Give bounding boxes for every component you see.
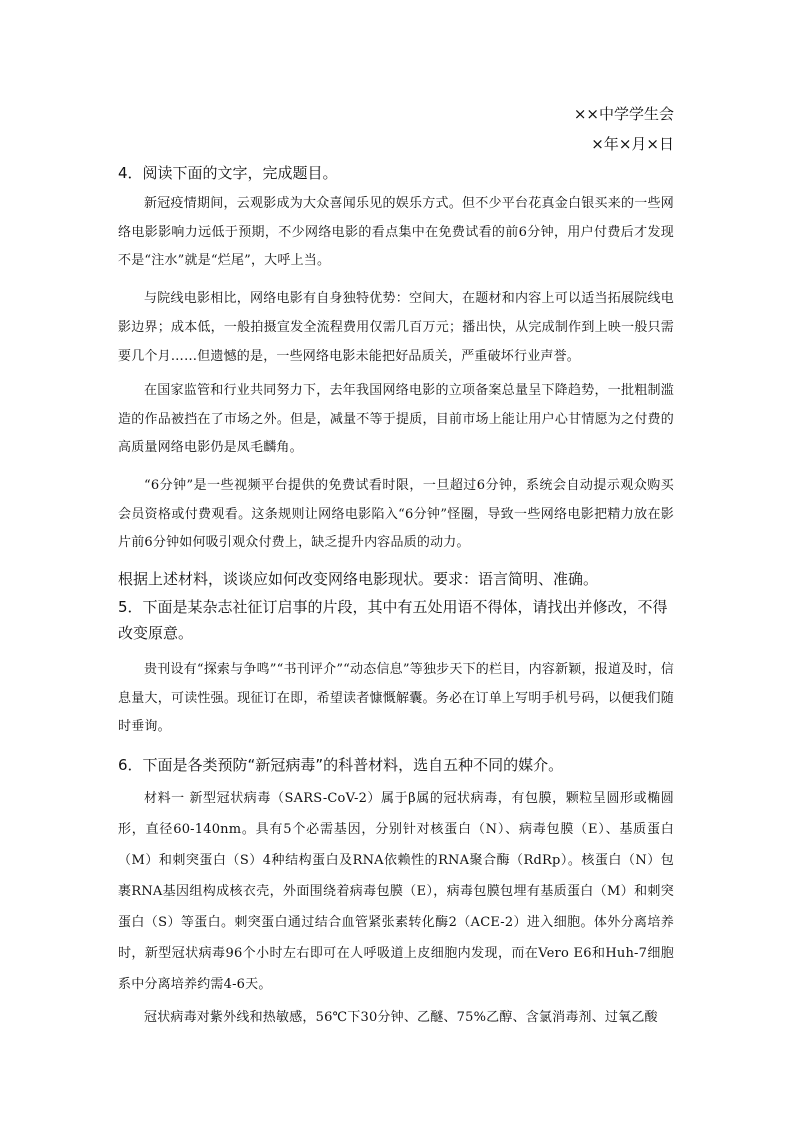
q5-paragraph: 贵刊设有“探索与争鸣”“书刊评介”“动态信息”等独步天下的栏目，内容新颖，报道及时，信息量大，可读性强。现征订在即，希望读者慷慨解囊。务必在订单上写明手机号码，以便我们随时垂询。 [118,662,674,734]
signature-date: ×年×月×日 [591,135,674,153]
q4-paragraph-4: “6分钟”是一些视频平台提供的免费试看时限，一旦超过6分钟，系统会自动提示观众购买会员资格或付费观看。这条规则让网络电影陷入“6分钟”怪圈，导致一些网络电影把精力放在影片前6分钟如何吸引观众付费上，缺乏提升内容品质的动力。 [118,478,674,550]
q4-paragraph-3: 在国家监管和行业共同努力下，去年我国网络电影的立项备案总量呈下降趋势，一批粗制滥造的作品被挡在了市场之外。但是，减量不等于提质，目前市场上能让用户心甘情愿为之付费的高质量网络电影仍是凤毛麟角。 [118,383,674,455]
q4-paragraph-2: 与院线电影相比，网络电影有自身独特优势：空间大，在题材和内容上可以适当拓展院线电影边界；成本低，一般拍摄宣发全流程费用仅需几百万元；播出快，从完成制作到上映一般只需要几个月……但遗憾的是，一些网络电影未能把好品质关，严重破坏行业声誉。 [118,291,674,364]
q4-paragraph-1: 新冠疫情期间，云观影成为大众喜闻乐见的娱乐方式。但不少平台花真金白银买来的一些网络电影影响力远低于预期，不少网络电影的看点集中在免费试看的前6分钟，用户付费后才发现不是“注水”就是“烂尾”，大呼上当。 [118,196,674,268]
q6-paragraph-2: 冠状病毒对紫外线和热敏感，56℃下30分钟、乙醚、75%乙醇、含氯消毒剂、过氧乙酸 [144,1010,658,1025]
question-5-title: 5．下面是某杂志社征订启事的片段，其中有五处用语不得体，请找出并修改，不得改变原意。 [118,598,668,642]
q6-material-1: 材料一 新型冠状病毒（SARS-CoV-2）属于β属的冠状病毒，有包膜，颗粒呈圆形或椭圆形，直径60-140nm。具有5个必需基因，分别针对核蛋白（N）、病毒包膜（E）、基质蛋白（M）和刺突蛋白（S）4种结构蛋白及RNA依赖性的RNA聚合酶（RdRp）。核蛋白（N）包裹RNA基因组构成核衣壳，外面围绕着病毒包膜（E），病毒包膜包埋有基质蛋白（M）和刺突蛋白（S）等蛋白。刺突蛋白通过结合血管紧张素转化酶2（ACE-2）进入细胞。体外分离培养时，新型冠状病毒96个小时左右即可在人呼吸道上皮细胞内发现，而在Vero E6和Huh-7细胞系中分离培养约需4-6天。 [118,791,674,992]
question-6-title: 6．下面是各类预防“新冠病毒”的科普材料，选自五种不同的媒介。 [118,756,564,774]
question-4-prompt: 根据上述材料，谈谈应如何改变网络电影现状。要求：语言简明、准确。 [118,570,599,588]
question-4-title: 4．阅读下面的文字，完成题目。 [118,164,338,182]
signature-organization: ××中学学生会 [573,105,674,123]
